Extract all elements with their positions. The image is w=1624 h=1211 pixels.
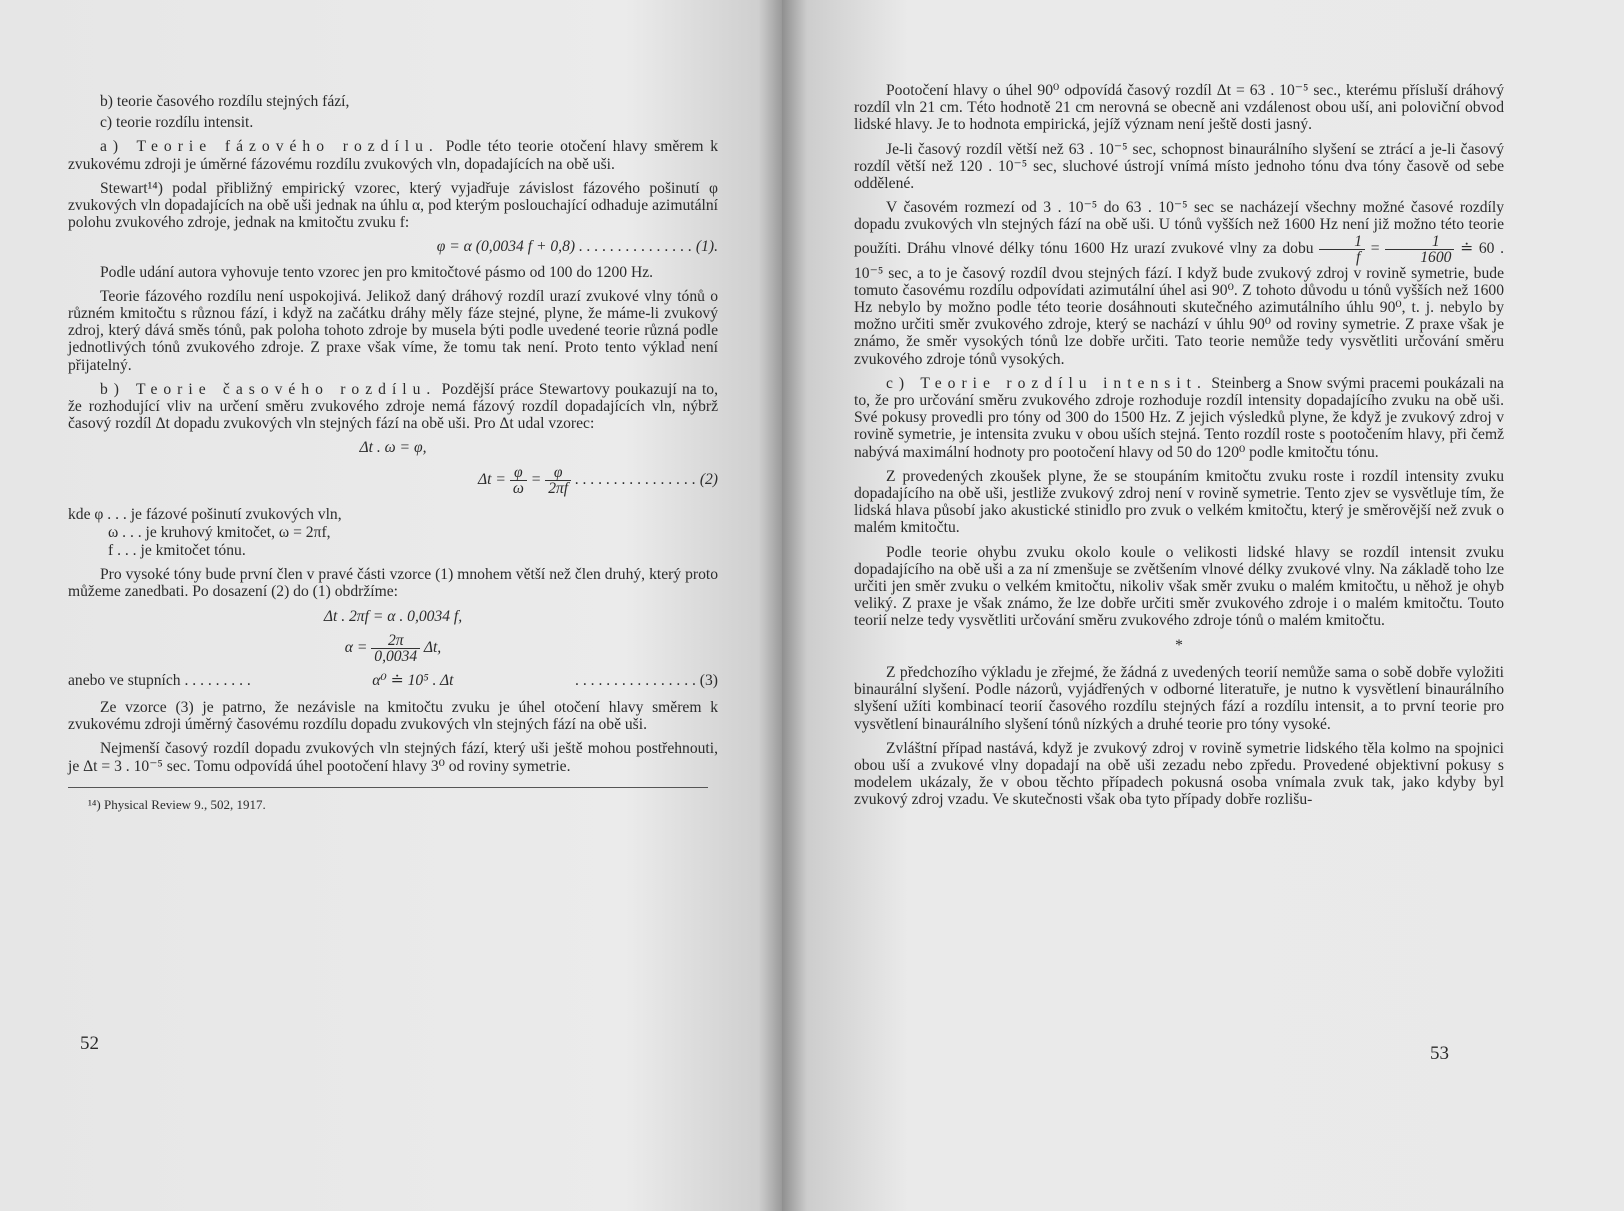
paragraph: Pootočení hlavy o úhel 90⁰ odpovídá časový rozdíl Δt = 63 . 10⁻⁵ sec., kterému přísluší dráhový rozdíl vln 21 cm. Této hodnotě 21 cm nerovná se obecně ani vzdálenost obou uší, ani poloviční obvod lidské hlavy. Je to hodnota empirická, jejíž význam není ještě dosti jasný.: [854, 82, 1504, 134]
paragraph: b) Teorie časového rozdílu. Pozdější práce Stewartovy poukazují na to, že rozhodující vliv na určení směru zvukového zdroje nemá fázový rozdíl dopadajících vln, nýbrž časový rozdíl Δt dopadu zvukových vln stejných fází na obě uši. Pro Δt udal vzorec:: [68, 380, 718, 433]
paragraph: a) Teorie fázového rozdílu. Podle této teorie otočení hlavy směrem k zvukovému zdroji je úměrné fázovému rozdílu zvukových vln, dopadajících na obě uši.: [68, 138, 719, 173]
paragraph: Teorie fázového rozdílu není uspokojivá. Jelikož daný dráhový rozdíl urazí zvukové vlny tónů o různém kmitočtu s různou fází, i když na začátku dráhy měly fáze stejné, plyne, že máme-li zvukový zdroj, který dává směs tónů, pak poloha tohoto zdroje by musela býti podle uvedené teorie různá podle jednotlivých tónů zvukového zdroje. Z praxe však víme, že tomu tak není. Proto tento výklad není přijatelný.: [68, 287, 718, 374]
paragraph: Podle udání autora vyhovuje tento vzorec jen pro kmitočtové pásmo od 100 do 1200 Hz.: [100, 263, 654, 281]
equation-alpha: α = $\frac{2\pi}{0,0034}$ Δt,: [344, 631, 442, 665]
equation-3: anebo ve stupních . . . . . . . . . α⁰ ≐ 10⁵ . Δt . . . . . . . . . . . . . . . . (3): [68, 671, 718, 689]
footnote-divider: [68, 787, 708, 788]
footnote: ¹⁴) Physical Review 9., 502, 1917.: [88, 796, 266, 812]
paragraph: Je-li časový rozdíl větší než 63 . 10⁻⁵ sec, schopnost binaurálního slyšení se ztrácí a je-li časový rozdíl větší než 120 . 10⁻⁵ sec, sluchové ústrojí vnímá místo jednoho tónu dva tóny časově od sebe oddělené.: [854, 140, 1504, 193]
definition-line: ω . . . je kruhový kmitočet, ω = 2πf,: [108, 523, 331, 541]
equation-dt-2pif: Δt . 2πf = α . 0,0034 f,: [323, 607, 463, 625]
equation-2: Δt = $\frac{\varphi}{\omega}$ = $\frac{\varphi}{2\pi f}$ . . . . . . . . . . . . . . . . (2): [478, 463, 718, 497]
definition-line: kde φ . . . je fázové pošinutí zvukových vln,: [68, 505, 342, 523]
paragraph: Nejmenší časový rozdíl dopadu zvukových vln stejných fází, který uši ještě mohou postřehnouti, je Δt = 3 . 10⁻⁵ sec. Tomu odpovídá úhel pootočení hlavy 3⁰ od roviny symetrie.: [68, 740, 718, 775]
list-line: b) teorie časového rozdílu stejných fází,: [100, 93, 350, 110]
fraction: $\frac{2\pi}{0,0034}$: [371, 633, 420, 664]
left-text-column: [68, 93, 718, 813]
right-page: [782, 0, 1624, 1211]
paragraph: Pro vysoké tóny bude první člen v pravé části vzorce (1) mnohem větší než člen druhý, který proto můžeme zanedbati. Po dosazení (2) do (1) obdržíme:: [68, 566, 718, 601]
left-page: [0, 0, 782, 1211]
section-heading: b) Teorie časového rozdílu.: [100, 380, 437, 398]
paragraph: V časovém rozmezí od 3 . 10⁻⁵ do 63 . 10⁻⁵ sec se nacházejí všechny možné časové rozdíly dopadu zvukových vln stejných fází na obě uši. U tónů vyšších než 1600 Hz není již možno této teorie použíti. Dráhu vlnové délky tónu 1600 Hz urazí zvukové vlny za dobu $\frac{1}{f}$ = $\frac{1}{1600}$ ≐ 60 . 10⁻⁵ sec, a to je časový rozdíl dvou stejných fází. I když bude zvukový zdroj v rovině symetrie, bude tomuto časovému rozdílu odpovídati azimutální úhel asi 90⁰. Z tohoto důvodu u tónů vyšších než 1600 Hz nebylo by možno podle této teorie dosáhnouti skutečného azimutálního úhlu 90⁰, t. j. nebylo by možno určiti směr zvukového zdroje, který se nachází v úhlu 90⁰ od roviny symetrie. Z praxe však je známo, že směr vysokých tónů lze dobře určiti. Tato teorie nemůže tedy vysvětliti určování směru zvukového zdroje tónů vysokých.: [854, 199, 1505, 368]
equation-1: φ = α (0,0034 f + 0,8) . . . . . . . . . . . . . . . (1).: [436, 238, 718, 256]
fraction: $\frac{\varphi}{\omega}$: [510, 465, 527, 496]
paragraph: c) Teorie rozdílu intensit. Steinberg a Snow svými pracemi poukázali na to, že pro určování směru zvukového zdroje rozhoduje rozdíl intensity dopadajícího zvuku na obě uši. Své pokusy provedli pro tóny od 300 do 1500 Hz. Z jejich výsledků plyne, že když je zvukový zdroj v rovině symetrie, je intensita zvuku v obou uších stejná. Tento rozdíl roste s pootočením hlavy, při čemž nabývá maximální hodnoty pro pootočení hlavy od 50 do 120⁰ podle kmitočtu tónu.: [854, 374, 1504, 461]
right-text-column: [854, 82, 1504, 816]
paragraph: Z předchozího výkladu je zřejmé, že žádná z uvedených teorií nemůže sama o sobě dobře vyložiti binaurální slyšení. Podle názorů, vyjádřených v odborné literatuře, je nutno k vysvětlení binaurálního slyšení užíti kombinací teorií časového rozdílu stejných fází a rozdílu intensit, a to první teorie pro vysvětlení binaurálního slyšení tónů nízkých a druhé teorie pro tóny vysoké.: [854, 663, 1504, 733]
fraction: $\frac{1}{f}$: [1319, 234, 1365, 265]
equation-dt-omega: Δt . ω = φ,: [359, 439, 427, 457]
paragraph: Zvláštní případ nastává, když je zvukový zdroj v rovině symetrie lidského těla kolmo na spojnici obou uší a zvukové vlny dopadají na obě uši zezadu nebo zpředu. Provedené objektivní pokusy s modelem ukázaly, že v obou těchto případech pokusná osoba vnímala zvuk tak, jako kdyby byl zvukový zdroj vzadu. Ve skutečnosti však oba tyto případy dobře rozlišu-: [854, 739, 1504, 809]
section-separator: *: [1175, 636, 1183, 654]
paragraph: Podle teorie ohybu zvuku okolo koule o velikosti lidské hlavy se rozdíl intensit zvuku dopadajícího na obě uši a za ní zmenšuje se zvětšením vlnové délky zvukové vlny. Na základě toho lze určiti jen směr zvuku o velkém kmitočtu, nikoliv však směr zvuku o malém kmitočtu, u něhož je ohyb veliký. Z praxe je však známo, že lze dobře určiti směr zvukového zdroje i o malém kmitočtu. Touto teorií nelze tedy vysvětliti určování směru zvukového zdroje tónů o malém kmitočtu.: [854, 543, 1504, 630]
fraction: $\frac{1}{1600}$: [1385, 234, 1454, 265]
page-number: 53: [1430, 1043, 1449, 1064]
page-number: 52: [80, 1033, 99, 1054]
section-heading: a) Teorie fázového rozdílu.: [100, 138, 439, 156]
variable-definitions: [68, 506, 718, 560]
paragraph: Stewart¹⁴) podal přibližný empirický vzorec, který vyjadřuje závislost fázového pošinutí φ zvukových vln dopadajících na obě uši jednak na úhlu α, pod kterým poslouchající odhaduje azimutální polohu zvukového zdroje, jednak na kmitočtu zvuku f:: [68, 179, 718, 232]
definition-line: f . . . je kmitočet tónu.: [108, 542, 246, 560]
paragraph: Z provedených zkoušek plyne, že se stoupáním kmitočtu zvuku roste i rozdíl intensity zvuku dopadajícího na obě uši, jestliže zvukový zdroj není v rovině symetrie. Tento zjev se vysvětluje tím, že lidská hlava působí jako akustické stinidlo pro zvuk o velkém kmitočtu, který je směrovější než zvuk o malém kmitočtu.: [854, 467, 1504, 537]
section-heading: c) Teorie rozdílu intensit.: [886, 374, 1207, 392]
fraction: $\frac{\varphi}{2\pi f}$: [545, 465, 571, 496]
paragraph: Ze vzorce (3) je patrno, že nezávisle na kmitočtu zvuku je úhel otočení hlavy směrem k zvukovému zdroji úměrný časovému rozdílu dopadu zvukových vln stejných fází na obě uši.: [68, 699, 718, 734]
list-line: c) teorie rozdílu intensit.: [100, 114, 254, 132]
